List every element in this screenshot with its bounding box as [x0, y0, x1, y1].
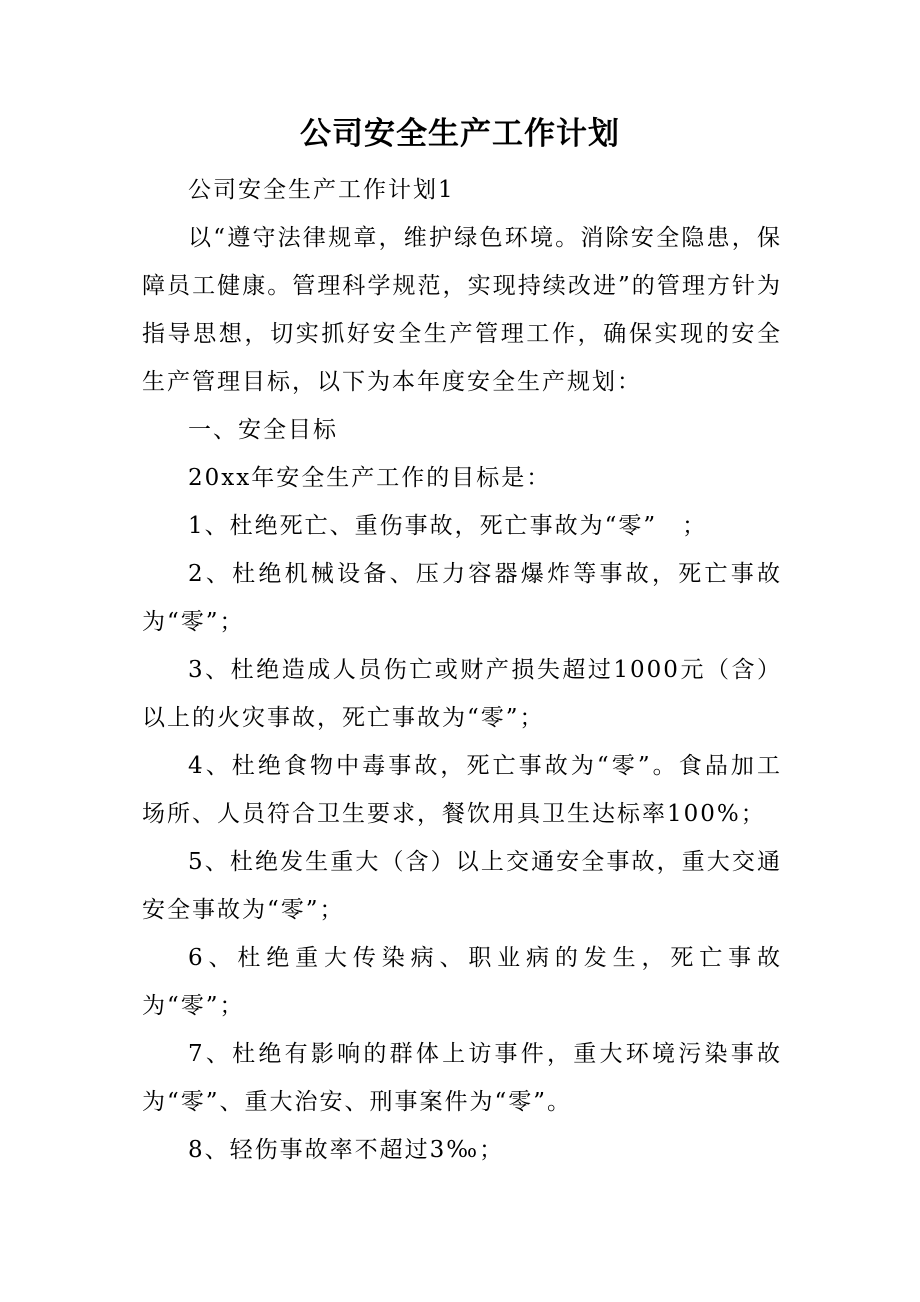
goal-item-7: 7、杜绝有影响的群体上访事件，重大环境污染事故为“零”、重大治安、刑事案件为“零”。	[142, 1041, 782, 1115]
goal-item-6: 6、杜绝重大传染病、职业病的发生，死亡事故为“零”；	[142, 945, 782, 1019]
section-heading-safety-goals: 一、安全目标	[188, 417, 338, 443]
goal-item-8: 8、轻伤事故率不超过3‰；	[188, 1137, 505, 1163]
document-title: 公司安全生产工作计划	[300, 116, 620, 152]
goal-item-3: 3、杜绝造成人员伤亡或财产损失超过1000元（含）以上的火灾事故，死亡事故为“零”；	[142, 657, 782, 731]
paragraph-goals-lead: 20xx年安全生产工作的目标是：	[188, 465, 552, 491]
goal-item-4: 4、杜绝食物中毒事故，死亡事故为“零”。食品加工场所、人员符合卫生要求，餐饮用具卫生达标率100%；	[142, 753, 782, 827]
goal-item-2: 2、杜绝机械设备、压力容器爆炸等事故，死亡事故为“零”；	[142, 561, 782, 635]
paragraph-intro: 以“遵守法律规章，维护绿色环境。消除安全隐患，保障员工健康。管理科学规范，实现持续改进”的管理方针为指导思想，切实抓好安全生产管理工作，确保实现的安全生产管理目标，以下为本年度安全生产规划：	[142, 225, 782, 395]
goal-item-5: 5、杜绝发生重大（含）以上交通安全事故，重大交通安全事故为“零”；	[142, 849, 782, 923]
document-body	[142, 166, 782, 1174]
paragraph-subtitle: 公司安全生产工作计划1	[188, 177, 455, 203]
goal-item-1: 1、杜绝死亡、重伤事故，死亡事故为“零” ；	[188, 513, 708, 539]
